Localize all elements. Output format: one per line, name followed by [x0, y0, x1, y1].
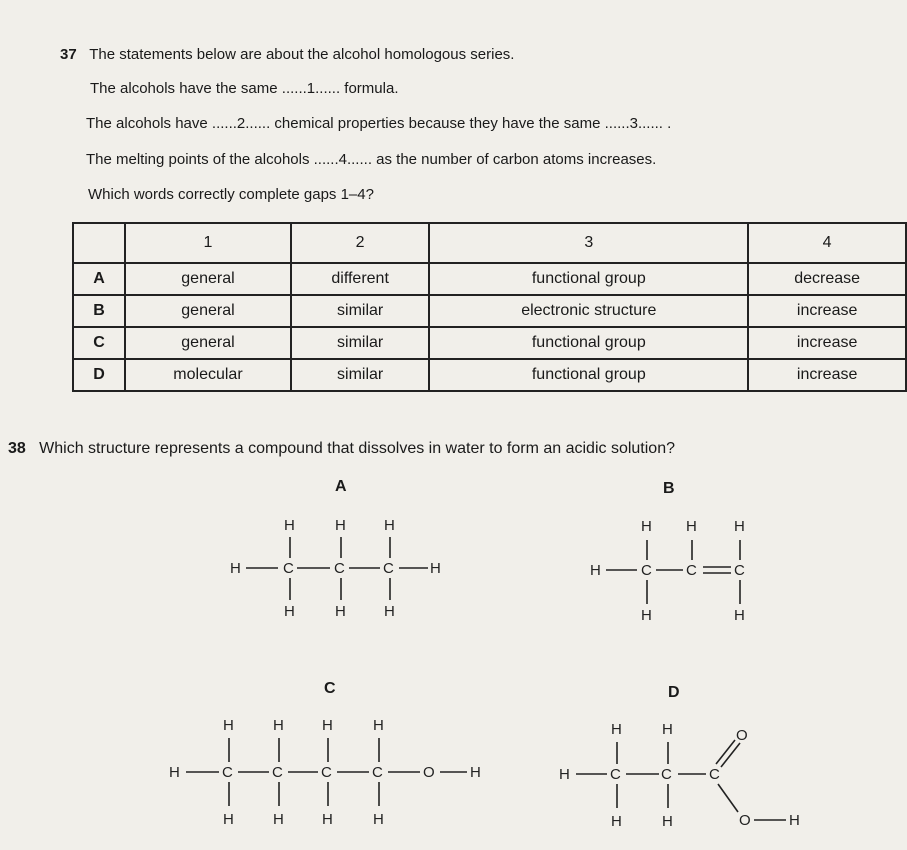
q38-question: Which structure represents a compound that dissolves in water to form an acidic solution? — [39, 440, 675, 457]
q37-question: Which words correctly complete gaps 1–4? — [88, 186, 374, 203]
atom-h: H — [559, 766, 570, 783]
table-cell: increase — [748, 359, 906, 391]
atom-h: H — [373, 717, 384, 734]
atom-h: H — [273, 717, 284, 734]
table-cell: electronic structure — [429, 295, 748, 327]
atom-h: H — [734, 607, 745, 624]
table-cell: functional group — [429, 263, 748, 295]
q38-number: 38 — [8, 440, 26, 457]
table-cell: general — [125, 263, 291, 295]
table-header-cell: 1 — [125, 223, 291, 263]
atom-h: H — [230, 560, 241, 577]
table-cell: similar — [291, 327, 429, 359]
structure-a-label: A — [335, 478, 347, 495]
atom-c: C — [383, 560, 394, 577]
q37-statement-2: The alcohols have ......2...... chemical properties because they have the same ......3...... . — [86, 115, 672, 132]
option-letter: D — [73, 359, 125, 391]
atom-h: H — [384, 603, 395, 620]
atom-h: H — [273, 811, 284, 828]
atom-h: H — [373, 811, 384, 828]
structure-c-label: C — [324, 680, 336, 697]
table-cell: increase — [748, 295, 906, 327]
q37-statement-1: The alcohols have the same ......1...... formula. — [90, 80, 399, 97]
option-letter: A — [73, 263, 125, 295]
atom-c: C — [272, 764, 283, 781]
q37-statement-3: The melting points of the alcohols ......4...... as the number of carbon atoms increases. — [86, 151, 657, 168]
atom-c: C — [686, 562, 697, 579]
atom-h: H — [611, 813, 622, 830]
atom-h: H — [590, 562, 601, 579]
atom-c: C — [661, 766, 672, 783]
atom-h: H — [335, 517, 346, 534]
atom-c: C — [734, 562, 745, 579]
atom-o: O — [739, 812, 751, 829]
table-cell: general — [125, 327, 291, 359]
atom-h: H — [662, 813, 673, 830]
table-cell: similar — [291, 359, 429, 391]
atom-h: H — [611, 721, 622, 738]
structure-b-label: B — [663, 480, 675, 497]
q37-intro: The statements below are about the alcohol homologous series. — [89, 46, 515, 63]
atom-h: H — [322, 717, 333, 734]
table-cell: functional group — [429, 359, 748, 391]
table-cell: different — [291, 263, 429, 295]
atom-c: C — [372, 764, 383, 781]
q37-number: 37 — [60, 46, 77, 63]
atom-h: H — [384, 517, 395, 534]
table-header-cell: 4 — [748, 223, 906, 263]
table-header-cell: 3 — [429, 223, 748, 263]
atom-c: C — [641, 562, 652, 579]
structure-d-label: D — [668, 684, 680, 701]
atom-h: H — [662, 721, 673, 738]
atom-h: H — [430, 560, 441, 577]
atom-c: C — [334, 560, 345, 577]
option-letter: C — [73, 327, 125, 359]
table-cell: similar — [291, 295, 429, 327]
atom-c: C — [610, 766, 621, 783]
atom-h: H — [686, 518, 697, 535]
atom-h: H — [470, 764, 481, 781]
atom-h: H — [284, 517, 295, 534]
atom-h: H — [734, 518, 745, 535]
atom-h: H — [789, 812, 800, 829]
atom-h: H — [169, 764, 180, 781]
table-cell: molecular — [125, 359, 291, 391]
atom-h: H — [641, 518, 652, 535]
table-cell: general — [125, 295, 291, 327]
atom-c: C — [709, 766, 720, 783]
atom-c: C — [222, 764, 233, 781]
structure-d-bonds — [576, 740, 786, 820]
atom-c: C — [321, 764, 332, 781]
table-cell: functional group — [429, 327, 748, 359]
atom-h: H — [322, 811, 333, 828]
option-letter: B — [73, 295, 125, 327]
atom-h: H — [641, 607, 652, 624]
atom-h: H — [223, 811, 234, 828]
table-header-cell: 2 — [291, 223, 429, 263]
table-cell: increase — [748, 327, 906, 359]
atom-h: H — [335, 603, 346, 620]
atom-o: O — [423, 764, 435, 781]
atom-c: C — [283, 560, 294, 577]
atom-h: H — [284, 603, 295, 620]
atom-h: H — [223, 717, 234, 734]
atom-o: O — [736, 727, 748, 744]
table-cell: decrease — [748, 263, 906, 295]
